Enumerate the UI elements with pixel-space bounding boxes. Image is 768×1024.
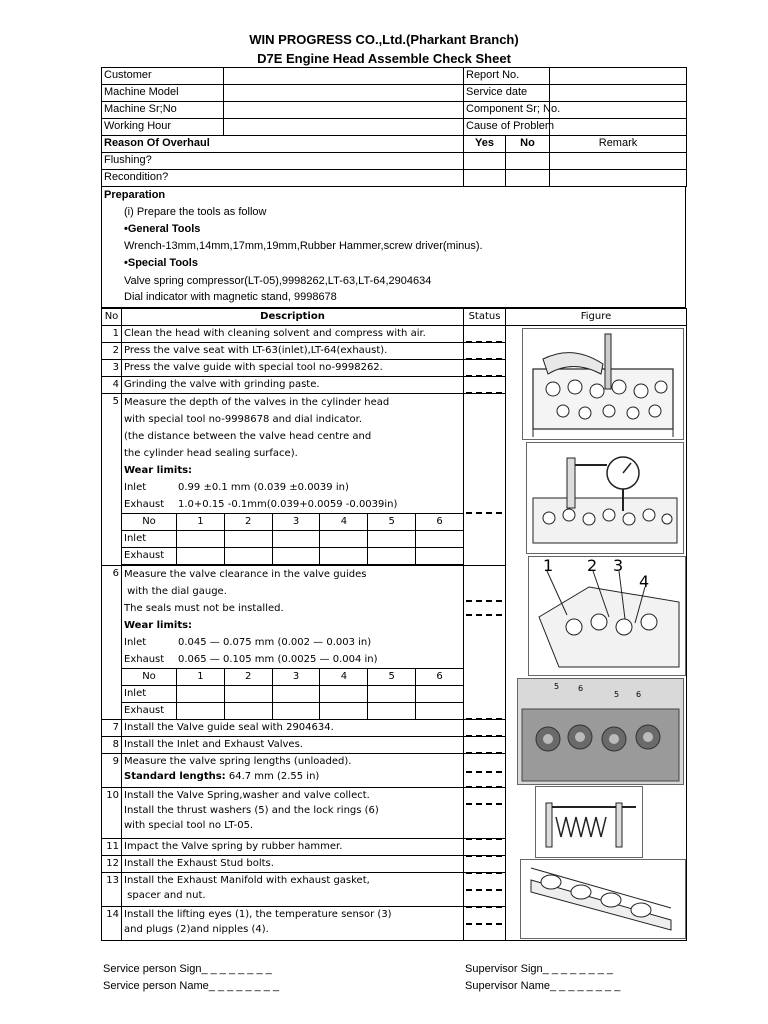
step-text (122, 788, 464, 839)
step-text (122, 394, 464, 566)
status-dash (466, 838, 502, 840)
component-sr-value[interactable] (550, 102, 687, 119)
service-person-sign: Service person Sign_ _ _ _ _ _ _ _ (103, 963, 272, 975)
sub-col: 4 (320, 669, 368, 686)
measure-cell[interactable] (224, 548, 272, 565)
step-number: 6 (102, 566, 122, 720)
status-dash (466, 512, 502, 514)
status-dash (466, 906, 502, 908)
exhaust-value: 0.065 — 0.105 mm (0.0025 — 0.004 in) (178, 654, 378, 665)
measure-cell[interactable] (416, 548, 464, 565)
exhaust-value: 1.0+0.15 -0.1mm(0.039+0.0059 -0.0039in) (178, 499, 398, 510)
step-number: 4 (102, 377, 122, 394)
sub-no-header: No (122, 514, 177, 531)
machine-model-label: Machine Model (102, 85, 224, 102)
sub-col: 2 (224, 514, 272, 531)
measure-cell[interactable] (272, 703, 320, 720)
recondition-label: Recondition? (102, 170, 464, 187)
recondition-no-cell[interactable] (506, 170, 550, 187)
inlet-value: 0.99 ±0.1 mm (0.039 ±0.0039 in) (178, 482, 349, 493)
step-5-line: the cylinder head sealing surface). (124, 448, 298, 459)
status-cell[interactable] (464, 343, 506, 360)
step-number: 7 (102, 720, 122, 737)
cause-value[interactable] (550, 119, 687, 136)
cylinder-head-press-figure (522, 328, 684, 440)
status-dash (466, 923, 502, 925)
sub-col: 5 (368, 669, 416, 686)
measure-cell[interactable] (368, 686, 416, 703)
exhaust-manifold-figure (520, 859, 686, 939)
step-6-measure-table (121, 668, 464, 720)
sub-exhaust-label: Exhaust (122, 548, 177, 565)
measure-cell[interactable] (224, 531, 272, 548)
fig-label-3: 3 (613, 556, 624, 575)
measure-cell[interactable] (416, 531, 464, 548)
status-dash (466, 771, 502, 773)
status-cell[interactable] (464, 720, 506, 737)
measure-cell[interactable] (177, 686, 225, 703)
sub-col: 3 (272, 669, 320, 686)
step-number: 10 (102, 788, 122, 839)
measure-cell[interactable] (177, 531, 225, 548)
dial-indicator-illustration (527, 443, 683, 553)
cylinder-head-press-illustration (523, 329, 683, 439)
sub-col: 4 (320, 514, 368, 531)
measure-cell[interactable] (272, 686, 320, 703)
report-no-label: Report No. (464, 68, 550, 85)
status-dash (466, 718, 502, 720)
fig-label-2: 2 (587, 556, 598, 575)
sub-col: 1 (177, 669, 225, 686)
status-dash (466, 855, 502, 857)
working-hour-value[interactable] (224, 119, 464, 136)
machine-sr-label: Machine Sr;No (102, 102, 224, 119)
inlet-label: Inlet (124, 482, 147, 493)
status-cell[interactable] (464, 566, 506, 720)
step-10-line: Install the thrust washers (5) and the lock rings (6) (124, 805, 379, 816)
fig-label-5b: 5 (614, 690, 620, 699)
sub-col: 6 (416, 514, 464, 531)
status-dash (466, 600, 502, 602)
step-5-line: with special tool no-9998678 and dial indicator. (124, 414, 363, 425)
sub-no-header: No (122, 669, 177, 686)
customer-label: Customer (102, 68, 224, 85)
step-10-line: Install the Valve Spring,washer and valve collect. (124, 790, 370, 801)
info-table (101, 67, 687, 187)
special-tools-title: •Special Tools (124, 257, 198, 269)
step-number: 12 (102, 856, 122, 873)
measure-cell[interactable] (320, 548, 368, 565)
preparation-title: Preparation (104, 189, 166, 201)
preparation-intro: (i) Prepare the tools as follow (124, 206, 267, 218)
overhaul-yes-header: Yes (464, 136, 506, 153)
wear-limits-label: Wear limits: (124, 620, 193, 631)
valve-spring-install-illustration (518, 679, 683, 784)
recondition-remark-cell[interactable] (550, 170, 687, 187)
status-dash (466, 614, 502, 616)
step-text: Press the valve guide with special tool no-9998262. (122, 360, 464, 377)
measure-cell[interactable] (272, 548, 320, 565)
step-14-line: and plugs (2)and nipples (4). (124, 924, 269, 935)
flushing-no-cell[interactable] (506, 153, 550, 170)
step-9-line: Measure the valve spring lengths (unloaded). (124, 756, 352, 767)
step-text: Install the Exhaust Stud bolts. (122, 856, 464, 873)
status-cell[interactable] (464, 737, 506, 754)
exhaust-manifold-illustration (521, 860, 685, 938)
step-5-measure-table (121, 513, 464, 565)
step-number: 14 (102, 907, 122, 941)
step-5-line: Measure the depth of the valves in the cylinder head (124, 397, 390, 408)
measure-cell[interactable] (368, 548, 416, 565)
exhaust-label: Exhaust (124, 499, 165, 510)
status-cell[interactable] (464, 377, 506, 394)
status-dash (466, 341, 502, 343)
special-tools-line-2: Dial indicator with magnetic stand, 9998678 (124, 291, 337, 303)
supervisor-sign: Supervisor Sign_ _ _ _ _ _ _ _ (465, 963, 613, 975)
status-cell[interactable] (464, 856, 506, 873)
preparation-section (101, 187, 686, 308)
status-dash (466, 872, 502, 874)
supervisor-name: Supervisor Name_ _ _ _ _ _ _ _ (465, 980, 621, 992)
general-tools-list: Wrench-13mm,14mm,17mm,19mm,Rubber Hammer,screw driver(minus). (124, 240, 483, 252)
status-dash (466, 375, 502, 377)
step-number: 3 (102, 360, 122, 377)
col-no-header: No (102, 309, 122, 326)
measure-cell[interactable] (416, 703, 464, 720)
flushing-label: Flushing? (102, 153, 464, 170)
dial-indicator-figure (526, 442, 684, 554)
sub-col: 5 (368, 514, 416, 531)
flushing-yes-cell[interactable] (464, 153, 506, 170)
cause-label: Cause of Problem (464, 119, 550, 136)
flushing-remark-cell[interactable] (550, 153, 687, 170)
status-cell[interactable] (464, 326, 506, 343)
step-text (122, 754, 464, 788)
overhaul-label: Reason Of Overhaul (102, 136, 464, 153)
measure-cell[interactable] (368, 703, 416, 720)
measure-cell[interactable] (224, 703, 272, 720)
step-number: 1 (102, 326, 122, 343)
step-text (122, 566, 464, 720)
spring-length-figure (535, 786, 643, 858)
step-13-line: Install the Exhaust Manifold with exhaust gasket, (124, 875, 370, 886)
special-tools-line-1: Valve spring compressor(LT-05),9998262,LT-63,LT-64,2904634 (124, 275, 432, 287)
customer-value[interactable] (224, 68, 464, 85)
fig-label-6b: 6 (636, 690, 642, 699)
step-5-line: (the distance between the valve head centre and (124, 431, 372, 442)
status-dash (466, 786, 502, 788)
service-date-label: Service date (464, 85, 550, 102)
step-6-line: The seals must not be installed. (124, 603, 284, 614)
step-14-line: Install the lifting eyes (1), the temperature sensor (3) (124, 909, 392, 920)
fig-label-6a: 6 (578, 684, 584, 693)
col-figure-header: Figure (506, 309, 687, 326)
step-13-line: spacer and nut. (124, 890, 206, 901)
spring-length-illustration (536, 787, 642, 857)
exhaust-label: Exhaust (124, 654, 165, 665)
step-number: 8 (102, 737, 122, 754)
step-number: 2 (102, 343, 122, 360)
status-cell[interactable] (464, 360, 506, 377)
valve-guide-figure (528, 556, 686, 676)
measure-cell[interactable] (320, 703, 368, 720)
status-cell[interactable] (464, 394, 506, 566)
status-dash (466, 752, 502, 754)
company-title: WIN PROGRESS CO.,Ltd.(Pharkant Branch) (249, 32, 519, 47)
status-cell[interactable] (464, 839, 506, 856)
sub-col: 2 (224, 669, 272, 686)
inlet-value: 0.045 — 0.075 mm (0.002 — 0.003 in) (178, 637, 372, 648)
sub-exhaust-label: Exhaust (122, 703, 177, 720)
status-dash (466, 358, 502, 360)
step-text: Press the valve seat with LT-63(inlet),LT-64(exhaust). (122, 343, 464, 360)
sub-inlet-label: Inlet (122, 686, 177, 703)
wear-limits-label: Wear limits: (124, 465, 193, 476)
measure-cell[interactable] (177, 548, 225, 565)
measure-cell[interactable] (320, 686, 368, 703)
recondition-yes-cell[interactable] (464, 170, 506, 187)
measure-cell[interactable] (368, 531, 416, 548)
overhaul-no-header: No (506, 136, 550, 153)
overhaul-remark-header: Remark (550, 136, 687, 153)
step-text: Install the Inlet and Exhaust Valves. (122, 737, 464, 754)
valve-spring-install-figure (517, 678, 684, 785)
machine-sr-value[interactable] (224, 102, 464, 119)
sub-col: 6 (416, 669, 464, 686)
step-number: 9 (102, 754, 122, 788)
measure-cell[interactable] (224, 686, 272, 703)
step-text: Grinding the valve with grinding paste. (122, 377, 464, 394)
col-desc-header: Description (122, 309, 464, 326)
fig-label-5a: 5 (554, 682, 560, 691)
sub-inlet-label: Inlet (122, 531, 177, 548)
step-number: 13 (102, 873, 122, 907)
step-number: 11 (102, 839, 122, 856)
working-hour-label: Working Hour (102, 119, 224, 136)
status-dash (466, 392, 502, 394)
component-sr-label: Component Sr; No. (464, 102, 550, 119)
fig-label-1: 1 (543, 556, 554, 575)
sub-col: 1 (177, 514, 225, 531)
step-6-line: with the dial gauge. (124, 586, 227, 597)
step-text: Impact the Valve spring by rubber hammer. (122, 839, 464, 856)
report-no-value[interactable] (550, 68, 687, 85)
status-cell[interactable] (464, 788, 506, 839)
machine-model-value[interactable] (224, 85, 464, 102)
standard-lengths-label: Standard lengths: (124, 771, 226, 782)
status-dash (466, 803, 502, 805)
sheet-title: D7E Engine Head Assemble Check Sheet (257, 51, 511, 66)
measure-cell[interactable] (177, 703, 225, 720)
col-status-header: Status (464, 309, 506, 326)
standard-lengths-value: 64.7 mm (2.55 in) (225, 771, 320, 782)
step-number: 5 (102, 394, 122, 566)
measure-cell[interactable] (272, 531, 320, 548)
step-6-line: Measure the valve clearance in the valve guides (124, 569, 367, 580)
valve-guide-illustration (529, 557, 685, 675)
inlet-label: Inlet (124, 637, 147, 648)
step-text (122, 873, 464, 907)
fig-label-4: 4 (639, 572, 650, 591)
general-tools-title: •General Tools (124, 223, 201, 235)
status-dash (466, 889, 502, 891)
step-text: Install the Valve guide seal with 2904634. (122, 720, 464, 737)
step-10-line: with special tool no LT-05. (124, 820, 254, 831)
service-person-name: Service person Name_ _ _ _ _ _ _ _ (103, 980, 280, 992)
step-text (122, 907, 464, 941)
status-dash (466, 735, 502, 737)
step-text: Clean the head with cleaning solvent and compress with air. (122, 326, 464, 343)
measure-cell[interactable] (320, 531, 368, 548)
service-date-value[interactable] (550, 85, 687, 102)
sub-col: 3 (272, 514, 320, 531)
measure-cell[interactable] (416, 686, 464, 703)
